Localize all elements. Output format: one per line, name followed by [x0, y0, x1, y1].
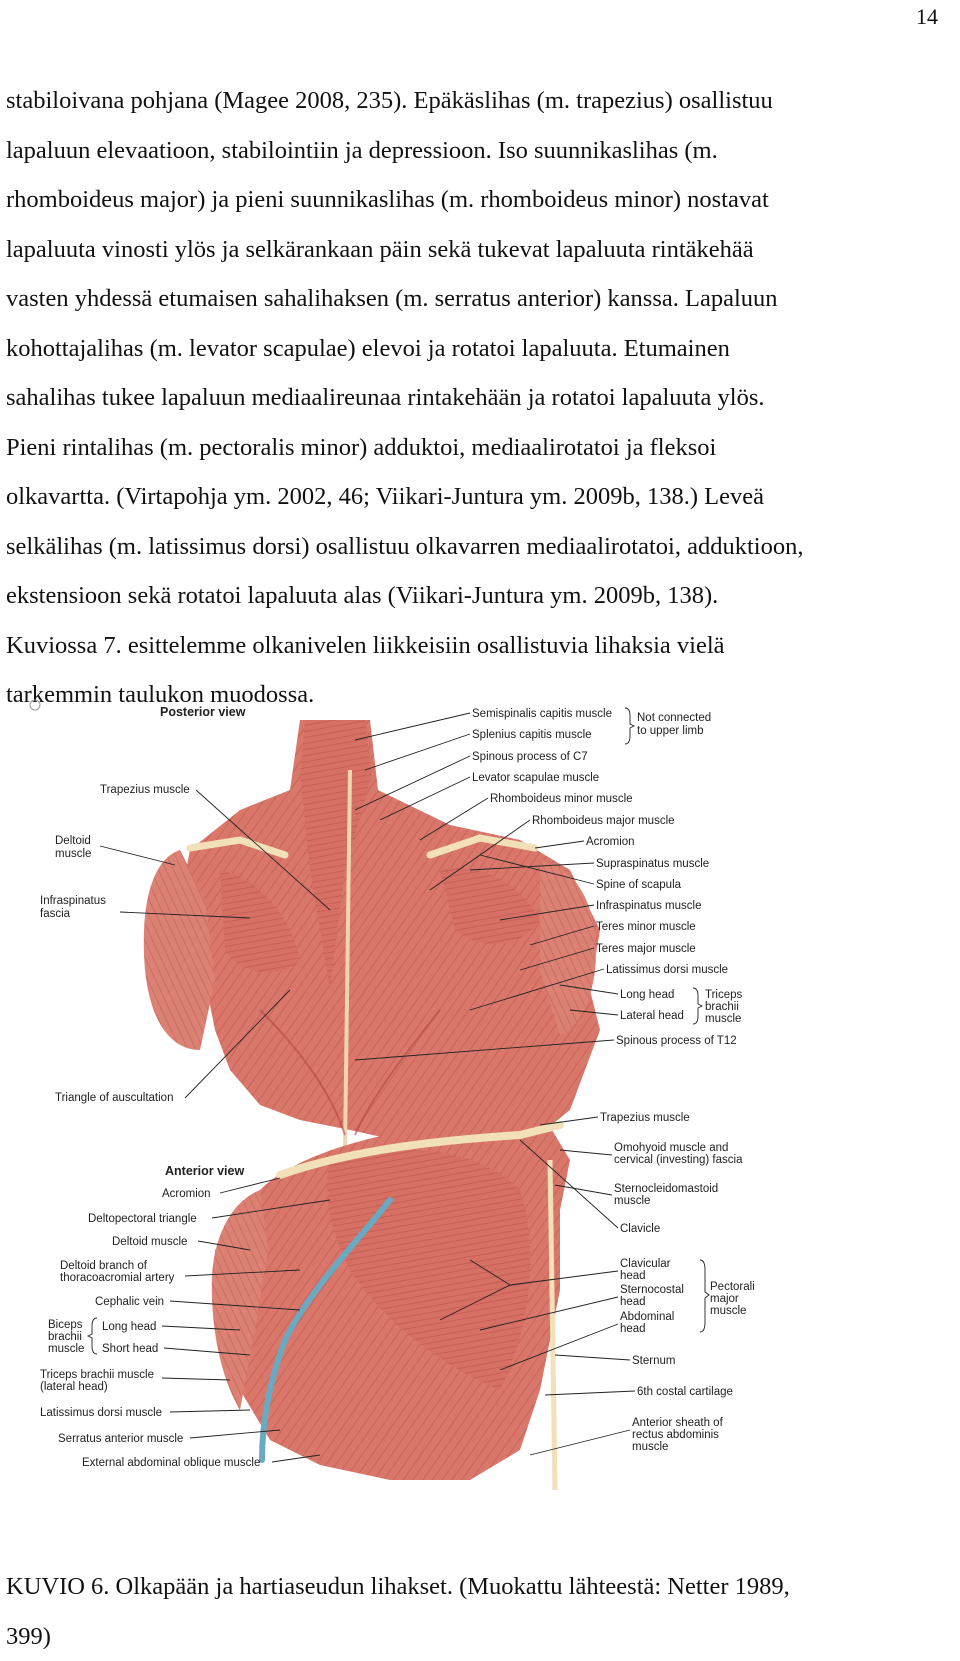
paragraph-line: lapaluun elevaatioon, stabilointiin ja depressioon. Iso suunnikaslihas (m. [6, 126, 946, 176]
label-cephalic-vein: Cephalic vein [95, 1296, 164, 1308]
paragraph-line: Pieni rintalihas (m. pectoralis minor) adduktoi, mediaalirotatoi ja fleksoi [6, 423, 946, 473]
caption-line: 399) [6, 1612, 946, 1661]
label-infraspinatus: Infraspinatus muscle [596, 900, 701, 912]
paragraph-line: lapaluuta vinosti ylös ja selkärankaan päin sekä tukevat lapaluuta rintäkehää [6, 225, 946, 275]
label-deltoid-branch: thoracoacromial artery [60, 1272, 175, 1284]
label-triangle-of-auscultation: Triangle of auscultation [55, 1092, 173, 1104]
bracket-note: Not connected [637, 712, 711, 724]
triceps-group-label: muscle [705, 1013, 741, 1025]
label-rectus-sheath: muscle [632, 1441, 668, 1453]
biceps-group-label: muscle [48, 1343, 84, 1355]
label-acromion-anterior: Acromion [162, 1188, 211, 1200]
paragraph-line: selkälihas (m. latissimus dorsi) osallistuu olkavarren mediaalirotatoi, adduktioon, [6, 522, 946, 572]
label-abdominal-head: head [620, 1323, 646, 1335]
label-sternocostal-head: Sternocostal [620, 1284, 684, 1296]
paragraph-line: olkavartta. (Virtapohja ym. 2002, 46; Viikari-Juntura ym. 2009b, 138.) Leveä [6, 472, 946, 522]
label-deltopectoral-triangle: Deltopectoral triangle [88, 1213, 197, 1225]
label-deltoid: muscle [55, 848, 91, 860]
bracket-note: to upper limb [637, 725, 703, 737]
label-supraspinatus: Supraspinatus muscle [596, 858, 709, 870]
label-splenius: Splenius capitis muscle [472, 729, 592, 741]
label-long-head: Long head [620, 989, 674, 1001]
label-infraspinatus-fascia: fascia [40, 908, 71, 920]
paragraph-line: stabiloivana pohjana (Magee 2008, 235). Epäkäslihas (m. trapezius) osallistuu [6, 76, 946, 126]
posterior-view-title: Posterior view [160, 705, 246, 719]
label-teres-minor: Teres minor muscle [596, 921, 696, 933]
label-external-oblique: External abdominal oblique muscle [82, 1457, 260, 1469]
label-latissimus-dorsi: Latissimus dorsi muscle [606, 964, 728, 976]
label-rhomboideus-minor: Rhomboideus minor muscle [490, 793, 633, 805]
pectoralis-group-label: muscle [710, 1305, 746, 1317]
body-paragraph [6, 76, 946, 720]
anatomy-figure [0, 730, 960, 1560]
label-trapezius-anterior: Trapezius muscle [600, 1112, 690, 1124]
label-spinous-t12: Spinous process of T12 [616, 1035, 737, 1047]
label-sternum: Sternum [632, 1355, 675, 1367]
label-spine-of-scapula: Spine of scapula [596, 879, 682, 891]
label-deltoid: Deltoid [55, 835, 91, 847]
label-rhomboideus-major: Rhomboideus major muscle [532, 815, 675, 827]
label-sternocostal-head: head [620, 1296, 646, 1308]
biceps-group-label: Biceps [48, 1319, 83, 1331]
label-serratus-anterior: Serratus anterior muscle [58, 1433, 183, 1445]
label-biceps-short-head: Short head [102, 1343, 158, 1355]
label-clavicle: Clavicle [620, 1223, 660, 1235]
page-number: 14 [916, 4, 938, 30]
label-rectus-sheath: Anterior sheath of [632, 1417, 724, 1429]
paragraph-line: Kuviossa 7. esittelemme olkanivelen liikkeisiin osallistuvia lihaksia vielä [6, 621, 946, 671]
paragraph-line: sahalihas tukee lapaluun mediaalireunaa rintakehään ja rotatoi lapaluuta ylös. [6, 373, 946, 423]
triceps-group-label: Triceps [705, 989, 743, 1001]
paragraph-line: rhomboideus major) ja pieni suunnikaslihas (m. rhomboideus minor) nostavat [6, 175, 946, 225]
pectoralis-group-label: major [710, 1293, 739, 1305]
label-triceps-lateral: Triceps brachii muscle [40, 1369, 154, 1381]
figure-caption [6, 1562, 946, 1661]
label-trapezius: Trapezius muscle [100, 784, 190, 796]
label-omohyoid: cervical (investing) fascia [614, 1154, 743, 1166]
label-clavicular-head: Clavicular [620, 1258, 671, 1270]
posterior-view-drawing [144, 720, 600, 1160]
anterior-view-title: Anterior view [165, 1164, 244, 1178]
label-clavicular-head: head [620, 1270, 646, 1282]
label-teres-major: Teres major muscle [596, 943, 696, 955]
label-levator-scapulae: Levator scapulae muscle [472, 772, 599, 784]
label-spinous-c7: Spinous process of C7 [472, 751, 588, 763]
label-omohyoid: Omohyoid muscle and [614, 1142, 728, 1154]
triceps-group-label: brachii [705, 1001, 739, 1013]
label-biceps-long-head: Long head [102, 1321, 156, 1333]
label-rectus-sheath: rectus abdominis [632, 1429, 719, 1441]
anterior-view-drawing [212, 1110, 570, 1490]
label-abdominal-head: Abdominal [620, 1311, 674, 1323]
caption-line: KUVIO 6. Olkapään ja hartiaseudun lihakset. (Muokattu lähteestä: Netter 1989, [6, 1562, 946, 1612]
label-sternocleidomastoid: Sternocleidomastoid [614, 1183, 718, 1195]
label-infraspinatus-fascia: Infraspinatus [40, 895, 106, 907]
pectoralis-group-label: Pectorali [710, 1281, 755, 1293]
paragraph-line: tarkemmin taulukon muodossa. [6, 670, 946, 720]
label-triceps-lateral: (lateral head) [40, 1381, 108, 1393]
label-lateral-head: Lateral head [620, 1010, 684, 1022]
biceps-group-label: brachii [48, 1331, 82, 1343]
label-sternocleidomastoid: muscle [614, 1195, 650, 1207]
label-semispinalis: Semispinalis capitis muscle [472, 708, 612, 720]
paragraph-line: kohottajalihas (m. levator scapulae) elevoi ja rotatoi lapaluuta. Etumainen [6, 324, 946, 374]
label-latissimus-anterior: Latissimus dorsi muscle [40, 1407, 162, 1419]
label-acromion: Acromion [586, 836, 635, 848]
label-deltoid-anterior: Deltoid muscle [112, 1236, 187, 1248]
label-deltoid-branch: Deltoid branch of [60, 1260, 148, 1272]
paragraph-line: ekstensioon sekä rotatoi lapaluuta alas (Viikari-Juntura ym. 2009b, 138). [6, 571, 946, 621]
label-costal-cartilage: 6th costal cartilage [637, 1386, 733, 1398]
paragraph-line: vasten yhdessä etumaisen sahalihaksen (m. serratus anterior) kanssa. Lapaluun [6, 274, 946, 324]
anatomy-illustration [0, 730, 960, 1560]
